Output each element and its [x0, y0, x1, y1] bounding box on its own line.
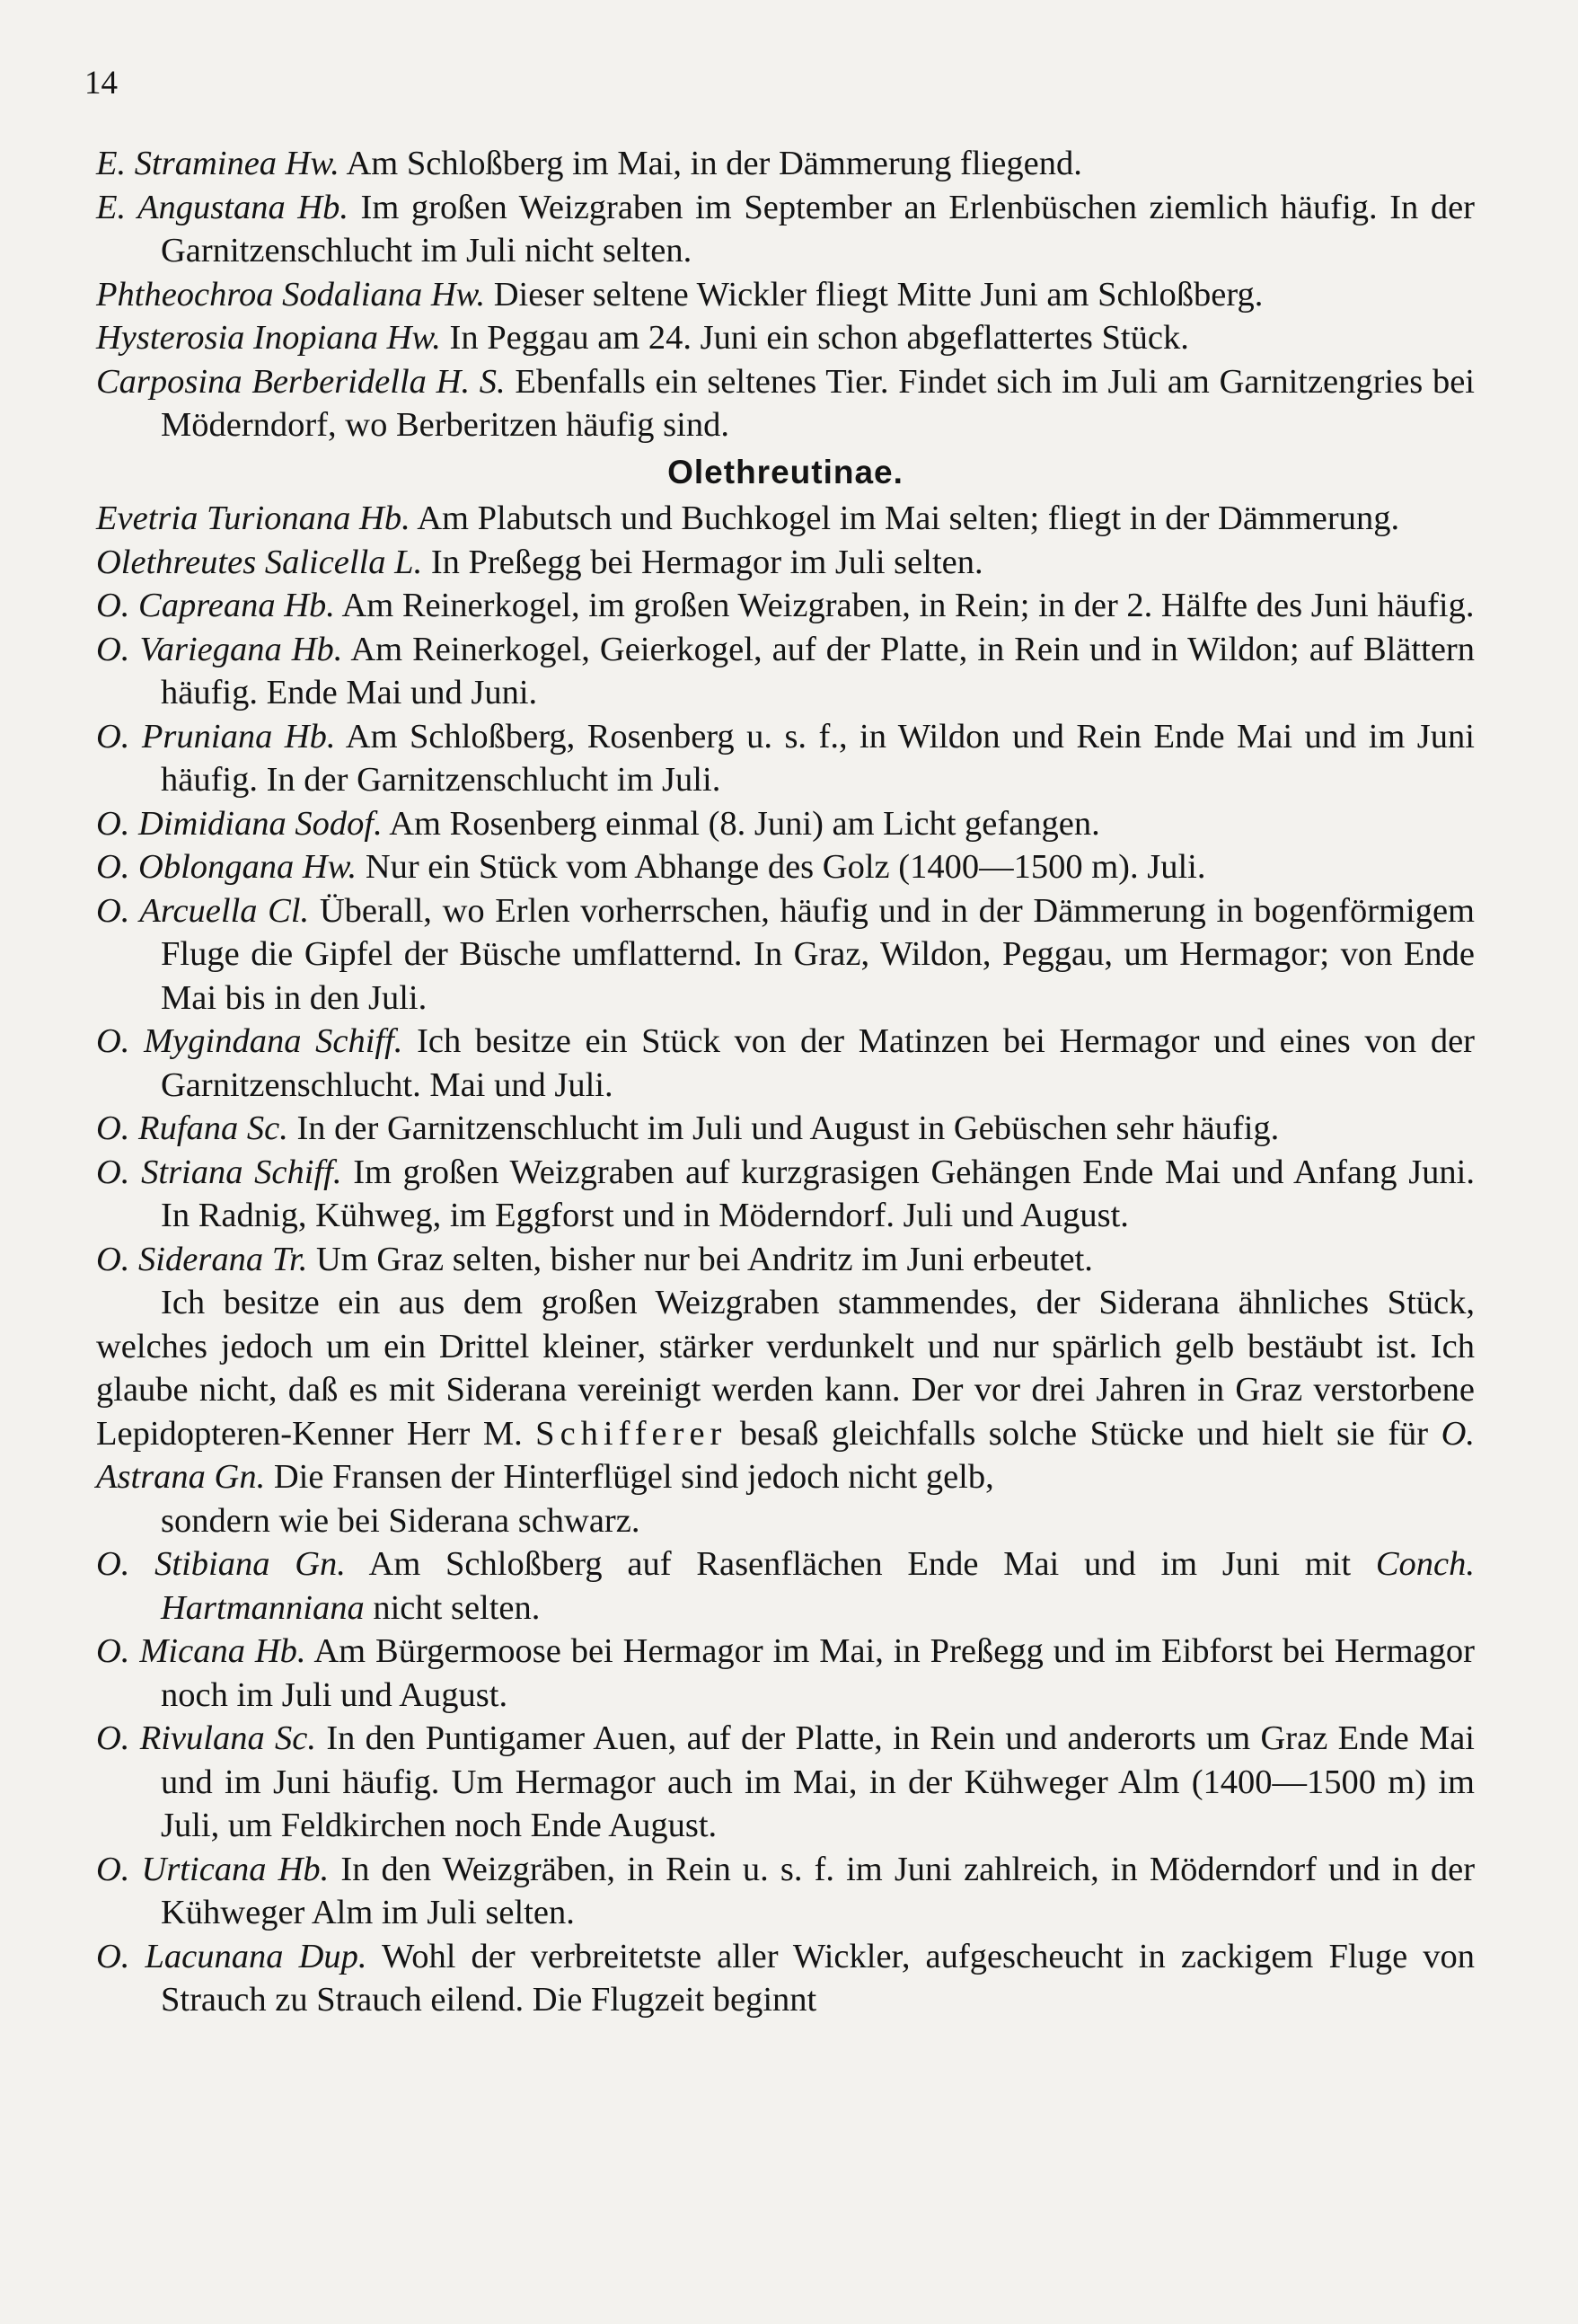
species-entry	[96, 628, 1475, 715]
entry-text: Am Plabutsch und Buchkogel im Mai selten; fliegt in der Dämmerung.	[417, 499, 1400, 537]
species-name: O. Capreana Hb.	[96, 587, 335, 624]
entry-text: Überall, wo Erlen vorherrschen, häufig und in der Dämmerung in bogenförmigem Fluge die Gipfel der Büsche umflatternd. In Graz, Wildon, Peggau, um Hermagor; von Ende Mai bis in den Juli.	[161, 891, 1475, 1017]
species-entry	[96, 360, 1475, 447]
species-entry	[96, 889, 1475, 1021]
species-entry	[96, 1717, 1475, 1848]
entry-text: Im großen Weizgraben im September an Erlenbüschen ziemlich häufig. In der Garnitzenschlucht im Juli nicht selten.	[161, 188, 1476, 270]
species-name: O. Pruniana Hb.	[96, 717, 336, 756]
species-name: O. Striana Schiff.	[96, 1153, 342, 1191]
entry-text: In der Garnitzenschlucht im Juli und August in Gebüschen sehr häufig.	[296, 1109, 1280, 1147]
species-entry	[96, 1020, 1475, 1107]
entry-text: Am Bürgermoose bei Hermagor im Mai, in Preßegg und im Eibforst bei Hermagor noch im Juli und August.	[161, 1632, 1475, 1714]
species-name: O. Stibiana Gn.	[96, 1545, 346, 1583]
page-number: 14	[84, 65, 118, 102]
species-name: O. Rufana Sc.	[96, 1109, 288, 1147]
species-entry	[96, 142, 1475, 186]
species-name: E. Angustana Hb.	[96, 188, 348, 226]
species-entry	[96, 1630, 1475, 1717]
species-name: Evetria Turionana Hb.	[96, 499, 410, 537]
species-name: E. Straminea Hw.	[96, 145, 339, 182]
entry-text: Am Rosenberg einmal (8. Juni) am Licht gefangen.	[389, 804, 1100, 843]
entry-text: Ich besitze ein Stück von der Matinzen bei Hermagor und eines von der Garnitzenschlucht. Mai und Juli.	[161, 1022, 1476, 1104]
species-entry	[96, 273, 1475, 317]
species-entry	[96, 186, 1475, 273]
species-entry	[96, 845, 1475, 889]
species-entry	[96, 715, 1475, 802]
species-entry	[96, 316, 1475, 360]
species-name: O. Siderana Tr.	[96, 1240, 308, 1278]
species-name: Carposina Berberidella H. S.	[96, 362, 506, 401]
species-name: O. Urticana Hb.	[96, 1850, 330, 1888]
species-name: O. Lacunana Dup.	[96, 1937, 367, 1975]
species-entry	[96, 1935, 1475, 2022]
entry-text: Am Schloßberg auf Rasenflächen Ende Mai und im Juni mit	[368, 1545, 1352, 1583]
paragraph-text: besaß gleichfalls solche Stücke und hielt sie für	[739, 1414, 1429, 1453]
species-name: O. Dimidiana Sodof.	[96, 804, 383, 843]
paragraph-continuation: sondern wie bei Siderana schwarz.	[161, 1501, 640, 1540]
entry-text: In Preßegg bei Hermagor im Juli selten.	[430, 543, 983, 581]
entry-text: Um Graz selten, bisher nur bei Andritz im Juni erbeutet.	[315, 1240, 1093, 1278]
species-entry	[96, 1848, 1475, 1935]
entry-text: In den Puntigamer Auen, auf der Platte, in Rein und anderorts um Graz Ende Mai und im Juni häufig. Um Hermagor auch im Mai, in der Kühweger Alm (1400—1500 m) im Juli, um Feldkirchen noch Ende August.	[161, 1719, 1476, 1844]
entry-text: In den Weizgräben, in Rein u. s. f. im Juni zahlreich, in Möderndorf und in der Kühweger Alm im Juli selten.	[161, 1850, 1476, 1931]
species-name: O. Arcuella Cl.	[96, 891, 310, 930]
section-heading: Olethreutinae.	[667, 453, 904, 490]
species-name: O. Oblongana Hw.	[96, 848, 357, 886]
siderana-paragraph	[96, 1281, 1475, 1499]
species-entry	[96, 802, 1475, 846]
entry-text: Dieser seltene Wickler fliegt Mitte Juni am Schloßberg.	[493, 275, 1264, 314]
entry-text: Nur ein Stück vom Abhange des Golz (1400—1500 m). Juli.	[365, 848, 1206, 886]
entry-text: nicht selten.	[373, 1588, 541, 1627]
entry-text: Wohl der verbreitetste aller Wickler, aufgescheucht in zackigem Fluge von Strauch zu Strauch eilend. Die Flugzeit beginnt	[161, 1937, 1476, 2019]
species-entry	[96, 1151, 1475, 1238]
species-name: Hysterosia Inopiana Hw.	[96, 319, 441, 357]
species-name: O. Rivulana Sc.	[96, 1719, 316, 1757]
entry-text: Am Schloßberg im Mai, in der Dämmerung fliegend.	[346, 145, 1082, 182]
entry-text: In Peggau am 24. Juni ein schon abgeflattertes Stück.	[449, 319, 1189, 357]
entry-text: Am Reinerkogel, Geierkogel, auf der Platte, in Rein und in Wildon; auf Blättern häufig. Ende Mai und Juni.	[161, 630, 1475, 711]
species-entry	[96, 1107, 1475, 1151]
species-name: Phtheochroa Sodaliana Hw.	[96, 275, 486, 314]
paragraph-text: Die Fransen der Hinterflügel sind jedoch nicht gelb,	[273, 1458, 994, 1496]
species-entry	[96, 1238, 1475, 1282]
person-name: Schifferer	[535, 1414, 727, 1453]
species-entry	[96, 497, 1475, 541]
entry-text: Am Reinerkogel, im großen Weizgraben, in Rein; in der 2. Hälfte des Juni häufig.	[341, 587, 1475, 624]
paragraph-text: Ich besitze ein aus dem großen Weizgraben stammendes, der Siderana ähnliches Stück, welches jedoch um ein Drittel kleiner, stärker verdunkelt und nur spärlich gelb bestäubt ist. Ich glaube nicht, daß es mit Siderana vereinigt werden kann. Der vor drei Jahren in Graz verstorbene Lepidopteren-Kenner Herr M.	[96, 1284, 1475, 1453]
species-name: O. Variegana Hb.	[96, 630, 343, 668]
entry-text: Am Schloßberg, Rosenberg u. s. f., in Wildon und Rein Ende Mai und im Juni häufig. In der Garnitzenschlucht im Juli.	[161, 717, 1475, 799]
species-entry	[96, 1542, 1475, 1630]
species-entry	[96, 541, 1475, 585]
species-name: O. Mygindana Schiff.	[96, 1022, 403, 1060]
species-name: O. Astrana Gn.	[96, 1414, 1475, 1496]
species-reference: Conch. Hartmanniana	[161, 1545, 1475, 1627]
species-name: Olethreutes Salicella L.	[96, 543, 423, 581]
species-entry	[96, 584, 1475, 628]
text-block	[96, 142, 1475, 2022]
entry-text: Ebenfalls ein seltenes Tier. Findet sich im Juli am Garnitzengries bei Möderndorf, wo Berberitzen häufig sind.	[161, 362, 1475, 444]
species-name: O. Micana Hb.	[96, 1632, 306, 1670]
entry-text: Im großen Weizgraben auf kurzgrasigen Gehängen Ende Mai und Anfang Juni. In Radnig, Kühweg, im Eggforst und in Möderndorf. Juli und August.	[161, 1153, 1476, 1234]
